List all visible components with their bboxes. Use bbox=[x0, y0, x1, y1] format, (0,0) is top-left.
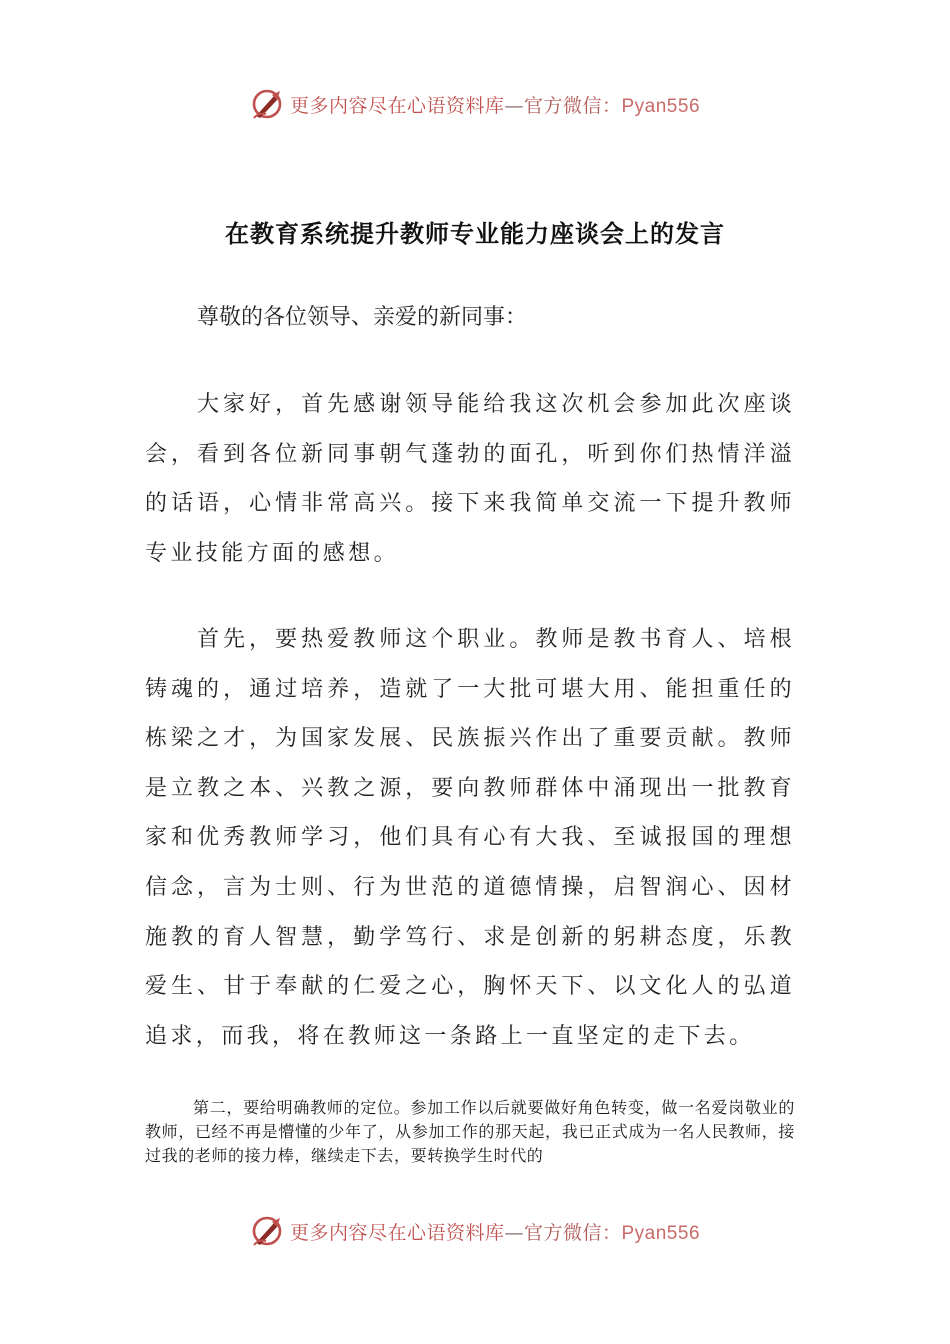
footer-banner-main: 更多内容尽在心语资料库 bbox=[289, 1221, 505, 1244]
paragraph-second-point: 第二，要给明确教师的定位。参加工作以后就要做好角色转变，做一名爱岗敬业的教师，已经不再是懵懂的少年了，从参加工作的那天起，我已正式成为一名人民教师，接过我的老师的接力棒，继续走下去，要转换学生时代的 bbox=[145, 1098, 795, 1165]
header-banner bbox=[0, 84, 950, 124]
header-banner-text bbox=[290, 91, 700, 118]
header-banner-wechat-label: 官方微信： bbox=[523, 94, 622, 117]
header-banner-main: 更多内容尽在心语资料库 bbox=[289, 94, 505, 117]
header-banner-wechat-id: Pyan556 bbox=[621, 95, 701, 117]
paragraph-first-point: 首先，要热爱教师这个职业。教师是教书育人、培根铸魂的，通过培养，造就了一大批可堪大用、能担重任的栋梁之才，为国家发展、民族振兴作出了重要贡献。教师是立教之本、兴教之源，要向教师群体中涌现出一批教育家和优秀教师学习，他们具有心有大我、至诚报国的理想信念，言为士则、行为世范的道德情操，启智润心、因材施教的育人智慧，勤学笃行、求是创新的躬耕态度，乐教爱生、甘于奉献的仁爱之心，胸怀天下、以文化人的弘道追求，而我，将在教师这一条路上一直坚定的走下去。 bbox=[145, 627, 795, 1049]
pen-nib-logo-icon bbox=[250, 1214, 284, 1248]
footer-banner bbox=[0, 1211, 950, 1251]
paragraph-intro: 大家好，首先感谢领导能给我这次机会参加此次座谈会，看到各位新同事朝气蓬勃的面孔，听到你们热情洋溢的话语，心情非常高兴。接下来我简单交流一下提升教师专业技能方面的感想。 bbox=[145, 392, 795, 566]
footer-banner-wechat-id: Pyan556 bbox=[621, 1222, 701, 1244]
pen-nib-logo-icon bbox=[250, 87, 284, 121]
footer-banner-text bbox=[290, 1218, 700, 1245]
header-banner-dash: — bbox=[504, 94, 524, 117]
document-title: 在教育系统提升教师专业能力座谈会上的发言 bbox=[225, 219, 725, 248]
footer-banner-dash: — bbox=[504, 1221, 524, 1244]
footer-banner-wechat-label: 官方微信： bbox=[523, 1221, 622, 1244]
salutation: 尊敬的各位领导、亲爱的新同事： bbox=[197, 305, 528, 330]
